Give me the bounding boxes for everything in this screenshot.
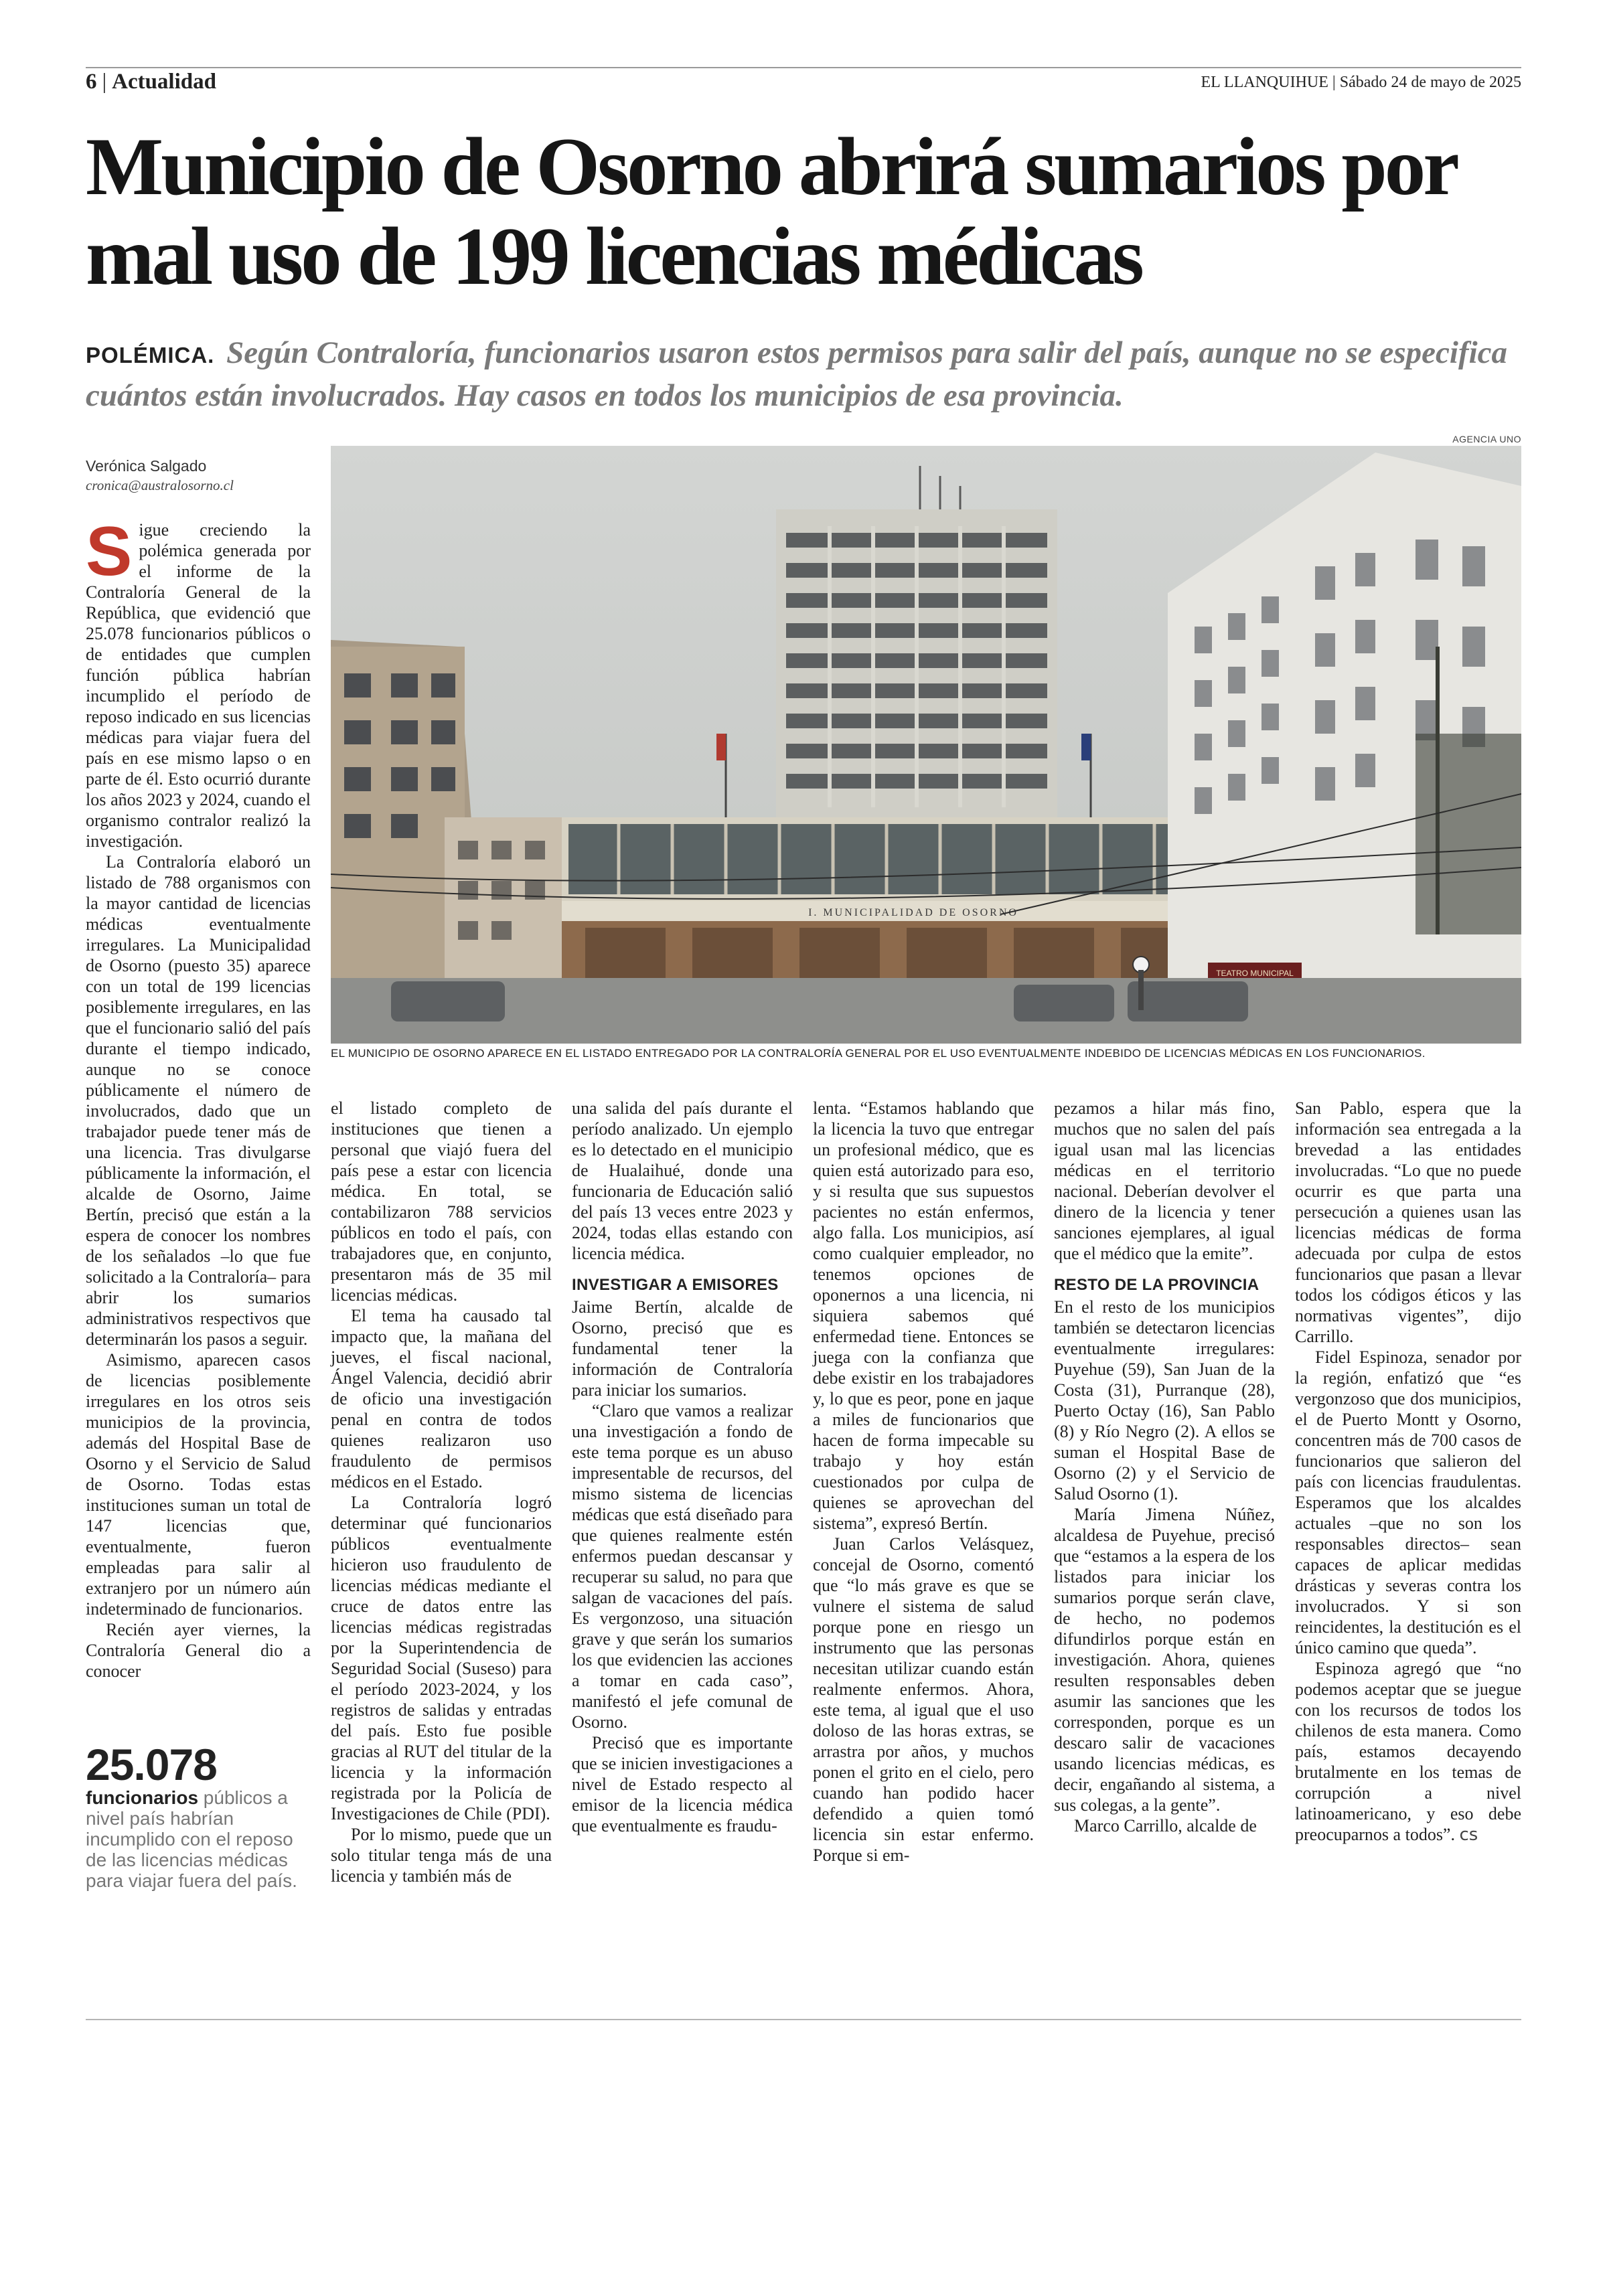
article-paragraph: Jaime Bertín, alcalde de Osorno, precisó que es fundamental tener la información de Contraloría para iniciar los sumarios. — [572, 1297, 793, 1400]
publication-date: Sábado 24 de mayo de 2025 — [1339, 74, 1521, 91]
article-column-5 — [1054, 1098, 1275, 1836]
subheading: RESTO DE LA PROVINCIA — [1054, 1276, 1259, 1294]
article-paragraph: Precisó que es importante que se inicien investigaciones a nivel de Estado respecto al emisor de la licencia médica que eventualmente es fraudu- — [572, 1733, 793, 1835]
top-rule — [86, 67, 1521, 68]
article-paragraph: Juan Carlos Velásquez, concejal de Osorno, comentó que “lo más grave es que se vulnere el sistema de salud porque pone en riesgo un instrumento que las personas necesitan utilizar cuando están realmente enfermos. Ahora, este tema, al igual que el uso doloso de las horas extras, se arrastra por años, y muchos ponen el grito en el cielo, pero cuando han podido hacer defendido a quien tomó licencia sin estar enfermo. Porque si em- — [813, 1534, 1034, 1865]
article-paragraph: En el resto de los municipios también se detectaron licencias eventualmente irregulares: Puyehue (59), San Juan de la Costa (31), Purranque (28), Puerto Octay (16), San Pablo (8) y Río Negro (2). A ellos se suman el Hospital Base de Osorno (2) y el Servicio de Salud Osorno (1). — [1054, 1297, 1275, 1503]
page-number: 6 — [86, 70, 97, 94]
article-paragraph: pezamos a hilar más fino, muchos que no salen del país igual usan mal las licencias médicas en el territorio nacional. Deberían devolver el dinero de la licencia y tener sanciones ejemplares, al igual que el médico que la emite”. — [1054, 1098, 1275, 1263]
article-column-6 — [1295, 1098, 1521, 1846]
publication-name: EL LLANQUIHUE — [1201, 74, 1328, 91]
article-paragraph: el listado completo de instituciones que tienen a personal que viajó fuera del país pese a estar con licencia médica. En total, se contabilizaron 788 servicios públicos en todo el país, con trabajadores que, en conjunto, presentaron más de 35 mil licencias médicas. — [331, 1098, 552, 1305]
headline: Municipio de Osorno abrirá sumarios por mal uso de 199 licencias médicas — [86, 120, 1456, 302]
section-name: Actualidad — [112, 70, 216, 94]
photo-credit: AGENCIA UNO — [1452, 434, 1521, 444]
article-paragraph: Fidel Espinoza, senador por la región, enfatizó que “es vergonzoso que dos municipios, el de Puerto Montt y Osorno, concentren más de 700 casos de funcionarios que salieron del país con licencias fraudulentas. Esperamos que los alcaldes actuales –que no son los responsables directos– sean capaces de aplicar medidas drásticas y severas contra los involucrados. Y si son reincidentes, la destitución es el único camino que queda”. — [1295, 1347, 1521, 1657]
article-paragraph: Asimismo, aparecen casos de licencias posiblemente irregulares en los otros seis municipios de la provincia, además del Hospital Base de Osorno y el Servicio de Salud de Osorno. Todas estas instituciones suman un total de 147 licencias que, eventualmente, fueron empleadas para salir al extranjero por un número aún indeterminado de funcionarios. — [86, 1350, 311, 1619]
article-paragraph: San Pablo, espera que la información sea entregada a la brevedad a las entidades involucradas. “Lo que no puede ocurrir es que parta una persecución a quienes usan las licencias médicas de forma adecuada por culpa de estos funcionarios que pasan a llevar todos los códigos éticos y las normativas vigentes”, dijo Carrillo. — [1295, 1098, 1521, 1346]
article-column-2 — [331, 1098, 552, 1886]
end-mark-icon: cs — [1459, 1825, 1478, 1845]
highlight-text — [86, 1787, 311, 1891]
byline-author: Verónica Salgado — [86, 457, 207, 475]
article-paragraph: La Contraloría elaboró un listado de 788 organismos con la mayor cantidad de licencias médicas eventualmente irregulares. La Municipalidad de Osorno (puesto 35) aparece con un total de 199 licencias posiblemente irregulares, en las que el funcionario salió del país durante el tiempo indicado, aunque no se conoce públicamente el número de involucrados, dado que un trabajador puede tener más de una licencia. Tras divulgarse públicamente la información, el alcalde de Osorno, Jaime Bertín, precisó que están a la espera de conocer los nombres de los señalados –lo que fue solicitado a la Contraloría– para abrir los sumarios administrativos respectivos que determinarán los pasos a seguir. — [86, 852, 311, 1349]
lead — [86, 333, 1525, 416]
lead-tag: POLÉMICA. — [86, 343, 215, 367]
article-column-1 — [86, 513, 311, 1682]
byline-email: cronica@australosorno.cl — [86, 477, 234, 493]
photo — [331, 446, 1521, 1044]
subheading: INVESTIGAR A EMISORES — [572, 1276, 779, 1294]
dropcap: S — [86, 513, 133, 590]
article-column-4 — [813, 1098, 1034, 1866]
building-sign: I. MUNICIPALIDAD DE OSORNO — [808, 907, 1018, 918]
article-paragraph: Recién ayer viernes, la Contraloría General dio a conocer — [86, 1620, 311, 1681]
article-paragraph: Sigue creciendo la polémica generada por el informe de la Contraloría General de la República, que evidenció que 25.078 funcionarios públicos o de entidades que cumplen función pública habrían incumplido el período de reposo indicado en sus licencias médicas para viajar fuera del país en ese mismo lapso o en parte de él. Esto ocurrió durante los años 2023 y 2024, cuando el organismo contralor realizó la investigación. — [86, 513, 311, 851]
photo-caption: EL MUNICIPIO DE OSORNO APARECE EN EL LISTADO ENTREGADO POR LA CONTRALORÍA GENERAL POR EL USO EVENTUALMENTE INDEBIDO DE LICENCIAS MÉDICAS EN LOS FUNCIONARIOS. — [331, 1047, 1426, 1060]
bottom-rule — [86, 2019, 1521, 2020]
highlight-strong: funcionarios — [86, 1787, 199, 1808]
highlight-number: 25.078 — [86, 1740, 217, 1789]
municipality-building-illustration — [331, 446, 1521, 1044]
highlight-body: públicos a nivel país habrían incumplido con el reposo de las licencias médicas para viajar fuera del país. — [86, 1787, 297, 1891]
article-paragraph: una salida del país durante el período analizado. Un ejemplo es lo detectado en el municipio de Hualaihué, donde una funcionaria de Educación salió del país 13 veces entre 2023 y 2024, todas ellas estando con licencia médica. — [572, 1098, 793, 1263]
article-paragraph: María Jimena Núñez, alcaldesa de Puyehue, precisó que “estamos a la espera de los listados para iniciar los sumarios porque serán clave, de hecho, no podemos difundirlos porque están en investigación. Ahora, quienes resulten responsables deben asumir las sanciones que les corresponden, porque es un descaro salir de vacaciones usando licencias médicas, es decir, engañando al sistema, a sus colegas, a la gente”. — [1054, 1505, 1275, 1815]
article-paragraph: Por lo mismo, puede que un solo titular tenga más de una licencia y también más de — [331, 1825, 552, 1886]
article-paragraph: lenta. “Estamos hablando que la licencia la tuvo que entregar un profesional médico, que es quien está autorizado para eso, y si resulta que sus supuestos pacientes no están enfermos, algo falla. Los municipios, así como cualquier empleador, no tenemos opciones de oponernos a una licencia, ni siquiera sabemos qué enfermedad tiene. Entonces se juega con la confianza que debe existir en los trabajadores y, lo que es peor, pone en jaque a miles de funcionarios que hacen de forma impecable su trabajo y hoy están cuestionados por culpa de quienes se aprovechan del sistema”, expresó Bertín. — [813, 1098, 1034, 1533]
article-paragraph: El tema ha causado tal impacto que, la mañana del jueves, el fiscal nacional, Ángel Valencia, decidió abrir de oficio una investigación penal en contra de todos quienes realizaron uso fraudulento de permisos médicos en el Estado. — [331, 1306, 552, 1491]
publication-info: EL LLANQUIHUE | Sábado 24 de mayo de 2025 — [1201, 74, 1521, 91]
theater-sign: TEATRO MUNICIPAL — [1216, 969, 1294, 978]
article-paragraph: “Claro que vamos a realizar una investigación a fondo de este tema porque es un abuso impresentable de recursos, del mismo sistema de licencias médicas que está diseñado para que quienes realmente estén enfermos puedan descansar y recuperar su salud, no para que salgan de vacaciones del país. Es vergonzoso, una situación grave y que serán los sumarios los que evidencien las acciones a tomar en cada caso”, manifestó el jefe comunal de Osorno. — [572, 1401, 793, 1732]
section-header: 6 | Actualidad — [86, 70, 216, 94]
article-paragraph: Marco Carrillo, alcalde de — [1074, 1816, 1257, 1835]
article-column-3 — [572, 1098, 793, 1836]
article-paragraph: La Contraloría logró determinar qué funcionarios públicos eventualmente hicieron uso fraudulento de licencias médicas mediante el cruce de datos entre las licencias médicas registradas por la Superintendencia de Seguridad Social (Suseso) para el período 2023-2024, y los registros de salidas y entradas del país. Esto fue posible gracias al RUT del titular de la licencia y la información registrada por la Policía de Investigaciones de Chile (PDI). — [331, 1493, 552, 1823]
article-paragraph: Espinoza agregó que “no podemos aceptar que se juegue con los recursos de todos los chilenos de esta manera. Como país, estamos decayendo brutalmente en los temas de corrupción a nivel latinoamericano, y eso debe preocuparnos a todos”. cs — [1295, 1659, 1521, 1845]
lead-text: Según Contraloría, funcionarios usaron estos permisos para salir del país, aunque no se especifica cuántos están involucrados. Hay casos en todos los municipios de esa provincia. — [86, 335, 1508, 413]
